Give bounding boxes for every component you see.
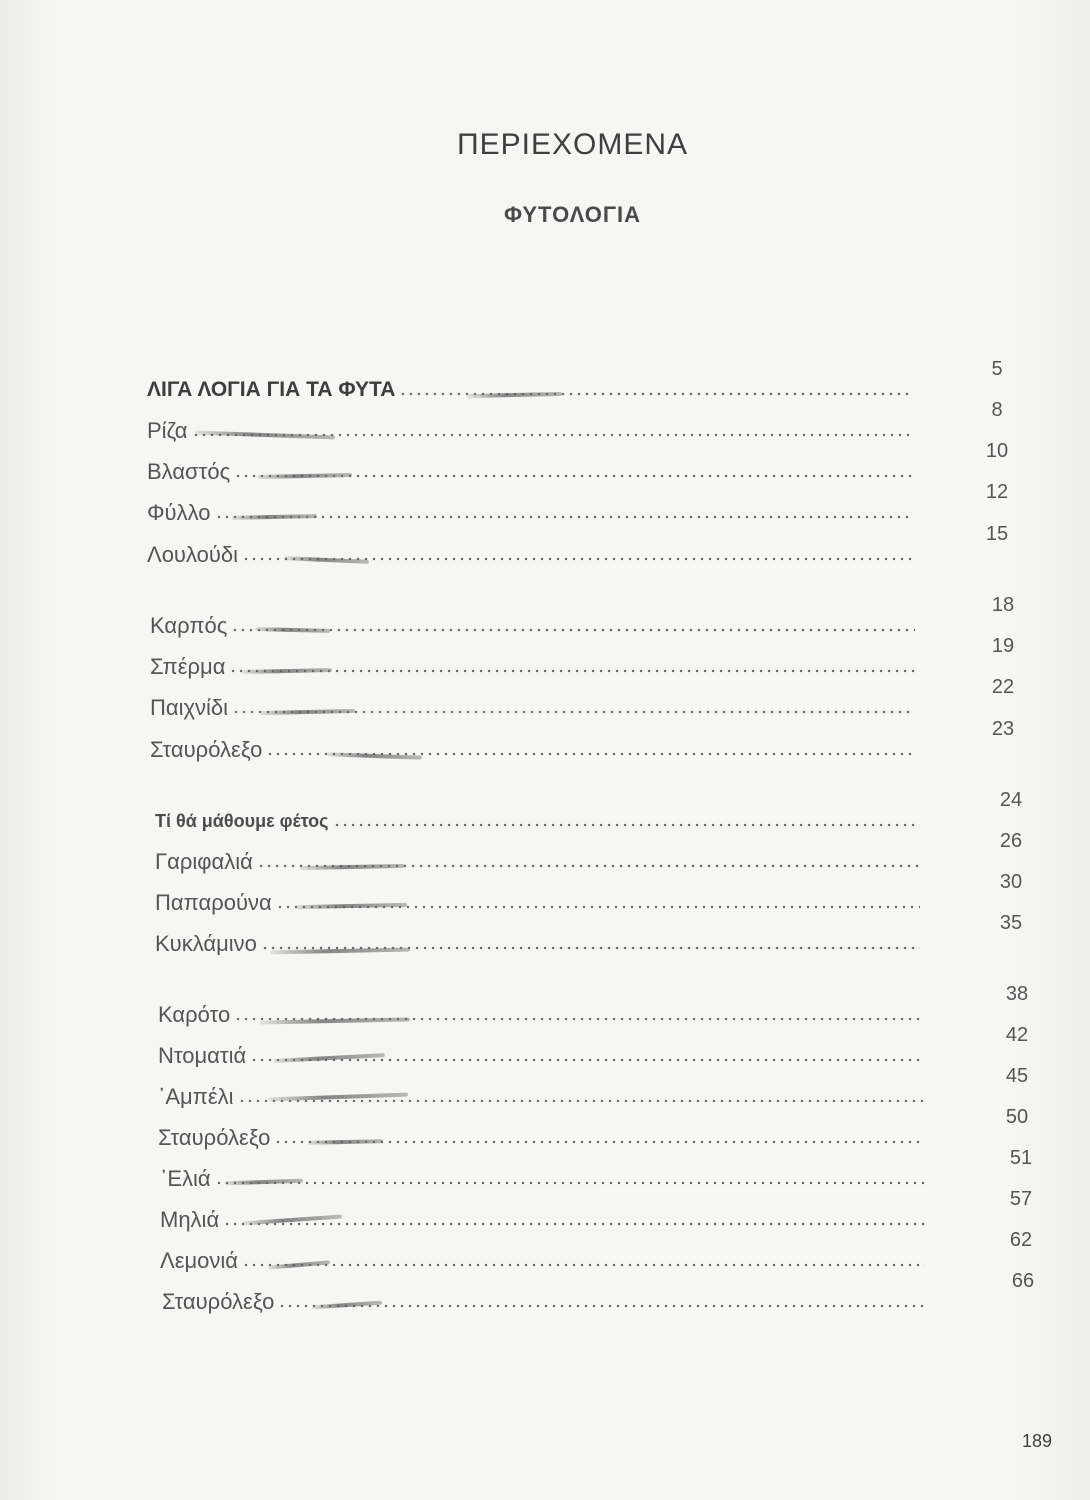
toc-entry xyxy=(150,635,1015,681)
toc-entry-title: Γαριφαλιά xyxy=(155,849,253,874)
toc-entry xyxy=(155,912,1023,958)
toc-entry xyxy=(160,1147,1033,1193)
toc-page-number: 50 xyxy=(1005,1106,1029,1128)
toc-page-number: 45 xyxy=(1005,1065,1029,1087)
dot-leader xyxy=(231,627,915,633)
toc-entry-title: Σταυρόλεξο xyxy=(162,1289,275,1314)
toc-entry xyxy=(155,789,1023,835)
toc-entry-title: ᾿Αμπέλι xyxy=(158,1084,234,1109)
toc-entry xyxy=(158,1065,1029,1111)
toc-entry xyxy=(147,481,1009,527)
toc-entry-title: Λουλούδι xyxy=(147,542,239,567)
pencil-underline xyxy=(467,392,562,398)
dot-leader xyxy=(223,1221,925,1227)
toc-entry xyxy=(150,718,1015,764)
section-title: ΦΥΤΟΛΟΓΙΑ xyxy=(503,202,642,227)
toc-page-number: 35 xyxy=(999,912,1023,934)
toc-entry-title: Σταυρόλεξο xyxy=(158,1125,271,1150)
toc-entry-title: Σταυρόλεξο xyxy=(150,737,263,762)
toc-page-number: 10 xyxy=(985,440,1009,462)
toc-entry-title: Φύλλο xyxy=(147,500,211,525)
dot-leader xyxy=(229,668,915,674)
toc-page-number: 19 xyxy=(991,635,1015,657)
toc-page-number: 24 xyxy=(999,789,1023,811)
toc-page-number: 26 xyxy=(999,830,1023,852)
toc-entry-title: Ντοματιά xyxy=(158,1043,247,1068)
toc-entry xyxy=(162,1270,1035,1316)
toc-page-number: 30 xyxy=(999,871,1023,893)
dot-leader xyxy=(242,1262,925,1268)
dot-leader xyxy=(215,1180,925,1186)
toc-entry-title: Παιχνίδι xyxy=(150,695,229,720)
toc-entry xyxy=(147,399,1003,445)
dot-leader xyxy=(215,514,913,520)
toc-entry-title: Κυκλάμινο xyxy=(155,931,257,956)
toc-page-number: 57 xyxy=(1009,1188,1033,1210)
toc-entry-title: ᾿Ελιά xyxy=(160,1166,211,1191)
toc-page-number: 12 xyxy=(985,481,1009,503)
toc-entry-title: ΛΙΓΑ ΛΟΓΙΑ ΓΙΑ ΤΑ ΦΥΤΑ xyxy=(147,378,396,401)
pencil-underline xyxy=(300,864,405,870)
toc-page-number: 38 xyxy=(1005,983,1029,1005)
toc-entry xyxy=(160,1188,1033,1234)
toc-entry-title: Μηλιά xyxy=(160,1207,220,1232)
toc-entry-title: Ρίζα xyxy=(147,418,188,443)
toc-entry-title: Λεμονιά xyxy=(160,1248,239,1273)
toc-entry xyxy=(147,523,1009,569)
toc-page-number: 23 xyxy=(991,718,1015,740)
toc-page-number: 18 xyxy=(991,594,1015,616)
toc-entry-title: Καρότο xyxy=(158,1002,231,1027)
toc-entry-title: Τί θά μάθουμε φέτος xyxy=(155,811,329,831)
page-number: 189 xyxy=(1021,1431,1052,1451)
toc-entry xyxy=(155,830,1023,876)
toc-entry xyxy=(150,676,1015,722)
toc-page-number: 8 xyxy=(991,399,1003,421)
toc-page-number: 66 xyxy=(1011,1270,1035,1292)
toc-entry xyxy=(147,440,1009,486)
toc-entry xyxy=(150,594,1015,640)
toc-entry xyxy=(158,983,1029,1029)
dot-leader xyxy=(333,822,920,828)
toc-page-number: 5 xyxy=(991,358,1003,380)
toc-page-number: 51 xyxy=(1009,1147,1033,1169)
page-title: ΠΕΡΙΕΧΟΜΕΝΑ xyxy=(456,128,689,161)
toc-page-number: 42 xyxy=(1005,1024,1029,1046)
toc-entry xyxy=(160,1229,1033,1275)
toc-page-number: 15 xyxy=(985,523,1009,545)
toc-entry xyxy=(158,1024,1029,1070)
toc-page-number: 22 xyxy=(991,676,1015,698)
toc-entry-title: Βλαστός xyxy=(147,459,231,484)
toc-entry xyxy=(155,871,1023,917)
toc-entry-title: Σπέρμα xyxy=(150,654,226,679)
toc-page-number: 62 xyxy=(1009,1229,1033,1251)
toc-entry-title: Καρπός xyxy=(150,613,228,638)
toc-entry xyxy=(158,1106,1029,1152)
toc-entry xyxy=(147,358,1003,404)
toc-entry-title: Παπαρούνα xyxy=(155,890,272,915)
